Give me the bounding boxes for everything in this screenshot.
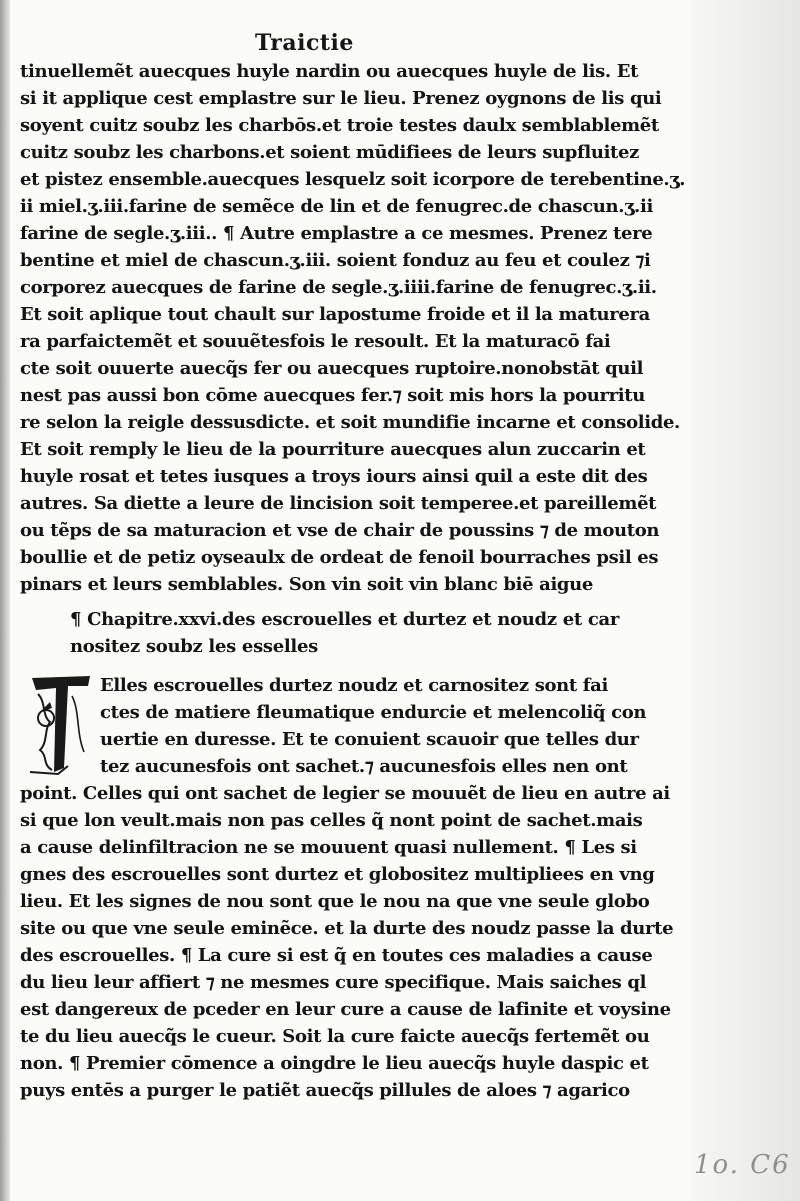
text-line: ii miel.ʒ.iii.farine de semẽce de lin et de fenugrec.de chascun.ʒ.ii	[20, 196, 653, 217]
text-line: pinars et leurs semblables. Son vin soit vin blanc biē aigue	[20, 574, 594, 595]
text-line: tinuellemẽt auecques huyle nardin ou auecques huyle de lis. Et	[20, 61, 639, 82]
text-line: re selon la reigle dessusdicte. et soit mundifie incarne et consolide.	[20, 412, 680, 433]
text-line: cte soit ouuerte auecq̃s fer ou auecques ruptoire.nonobstāt quil	[20, 358, 644, 379]
text-line: Elles escrouelles durtez noudz et carnositez sont fai	[100, 675, 608, 696]
gutter-shadow	[0, 0, 10, 1201]
text-line: boullie et de petiz oyseaulx de ordeat de fenoil bourraches psil es	[20, 547, 659, 568]
text-line: point. Celles qui ont sachet de legier se mouuẽt de lieu en autre ai	[20, 783, 670, 804]
body-text	[20, 58, 686, 598]
chapter-heading	[70, 606, 630, 660]
text-line: Et soit aplique tout chault sur lapostume froide et il la maturera	[20, 304, 650, 325]
text-line: ra parfaictemẽt et souuẽtesfois le resoult. Et la maturacō fai	[20, 331, 611, 352]
margin-pencil-note: 1o. C6	[694, 1150, 791, 1180]
text-line: bentine et miel de chascun.ʒ.iii. soient fonduz au feu et coulez ⁊i	[20, 250, 651, 271]
text-line: Et soit remply le lieu de la pourriture auecques alun zuccarin et	[20, 439, 646, 460]
text-line: soyent cuitz soubz les charbōs.et troie testes daulx semblablemẽt	[20, 115, 659, 136]
text-line: cuitz soubz les charbons.et soient mūdifiees de leurs supfluitez	[20, 142, 639, 163]
text-line: si it applique cest emplastre sur le lieu. Prenez oygnons de lis qui	[20, 88, 662, 109]
chapter-heading-line: ¶ Chapitre.xxvi.des escrouelles et durtez et noudz et car	[70, 609, 620, 630]
text-line: te du lieu auecq̃s le cueur. Soit la cure faicte auecq̃s fertemẽt ou	[20, 1026, 650, 1047]
text-line: lieu. Et les signes de nou sont que le nou na que vne seule globo	[20, 891, 650, 912]
text-line: gnes des escrouelles sont durtez et globositez multipliees en vng	[20, 864, 655, 885]
text-line: non. ¶ Premier cōmence a oingdre le lieu auecq̃s huyle daspic et	[20, 1053, 649, 1074]
page-right-margin	[690, 0, 800, 1201]
text-line: du lieu leur affiert ⁊ ne mesmes cure specifique. Mais saiches ql	[20, 972, 647, 993]
text-line: corporez auecques de farine de segle.ʒ.iiii.farine de fenugrec.ʒ.ii.	[20, 277, 657, 298]
text-line: est dangereux de pceder en leur cure a cause de lafinite et voysine	[20, 999, 671, 1020]
text-line: nest pas aussi bon cōme auecques fer.⁊ soit mis hors la pourritu	[20, 385, 645, 406]
text-line: farine de segle.ʒ.iii.. ¶ Autre emplastre a ce mesmes. Prenez tere	[20, 223, 653, 244]
text-line: uertie en duresse. Et te conuient scauoir que telles dur	[100, 729, 639, 750]
text-line: puys entēs a purger le patiẽt auecq̃s pillules de aloes ⁊ agarico	[20, 1080, 630, 1101]
text-line: si que lon veult.mais non pas celles q̃ nont point de sachet.mais	[20, 810, 643, 831]
chapter-heading-line: nositez soubz les esselles	[70, 636, 318, 657]
text-line: site ou que vne seule eminẽce. et la durte des noudz passe la durte	[20, 918, 674, 939]
running-head: Traictie	[255, 30, 354, 56]
text-line: tez aucunesfois ont sachet.⁊ aucunesfois elles nen ont	[100, 756, 628, 777]
text-line: huyle rosat et tetes iusques a troys iours ainsi quil a este dit des	[20, 466, 648, 487]
text-line: a cause delinfiltracion ne se mouuent quasi nullement. ¶ Les si	[20, 837, 637, 858]
text-line: ctes de matiere fleumatique endurcie et melencoliq̃ con	[100, 702, 647, 723]
text-line: ou tẽps de sa maturacion et vse de chair de poussins ⁊ de mouton	[20, 520, 660, 541]
text-line: et pistez ensemble.auecques lesquelz soit icorpore de terebentine.ʒ.	[20, 169, 686, 190]
text-line: des escrouelles. ¶ La cure si est q̃ en toutes ces maladies a cause	[20, 945, 653, 966]
chapter-body-text	[20, 672, 674, 1104]
text-line: autres. Sa diette a leure de lincision soit temperee.et pareillemẽt	[20, 493, 657, 514]
